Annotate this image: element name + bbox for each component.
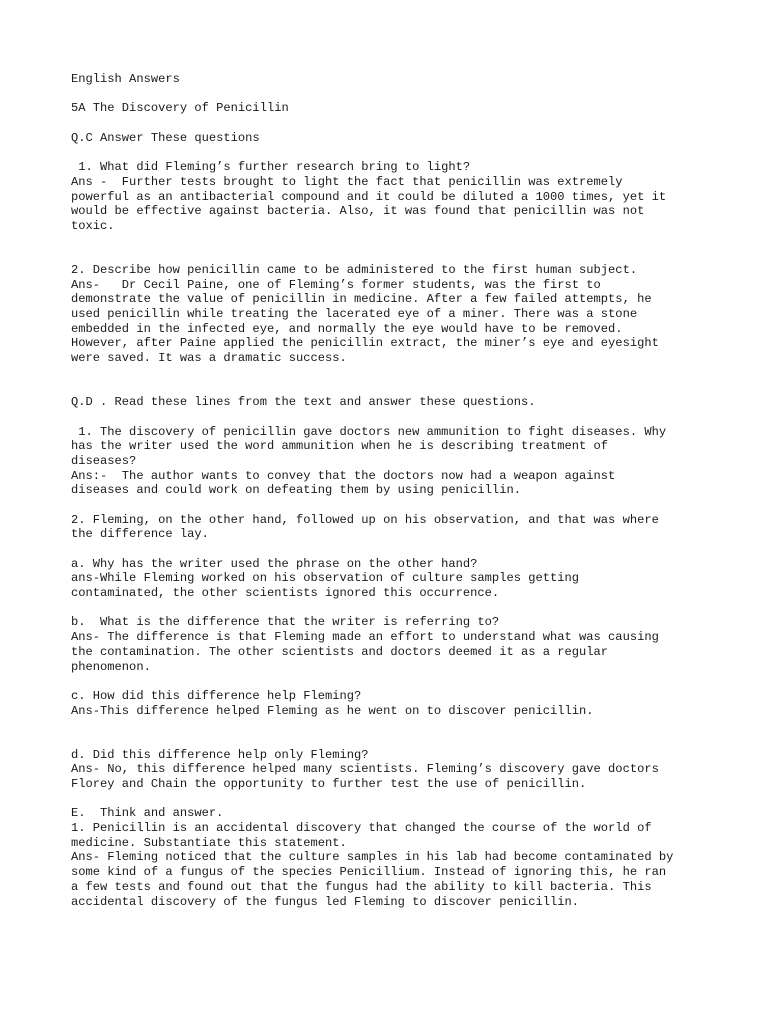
- text-line: Ans:- The author wants to convey that the doctors now had a weapon against: [71, 468, 616, 483]
- text-line: Ans- Dr Cecil Paine, one of Fleming’s former students, was the first to: [71, 277, 601, 292]
- document-body: [71, 72, 711, 909]
- text-line: embedded in the infected eye, and normally the eye would have to be removed.: [71, 321, 623, 336]
- text-line: 1. What did Fleming’s further research bring to light?: [71, 160, 471, 175]
- document-heading: English Answers: [71, 72, 180, 86]
- question-c2: [71, 263, 711, 366]
- text-line: diseases?: [71, 453, 137, 468]
- question-d2a: [71, 557, 711, 601]
- text-line: Ans- The difference is that Fleming made an effort to understand what was causing: [71, 630, 659, 645]
- text-line: c. How did this difference help Fleming?: [71, 688, 362, 703]
- text-line: Florey and Chain the opportunity to further test the use of penicillin.: [71, 777, 587, 791]
- question-c1: [71, 160, 711, 233]
- section-d-title: Q.D . Read these lines from the text and answer these questions.: [71, 395, 536, 410]
- section-e: [71, 806, 711, 909]
- spacer: [71, 733, 711, 748]
- section-c-title: Q.C Answer These questions: [71, 130, 260, 145]
- spacer: [71, 792, 711, 807]
- text-line: 2. Describe how penicillin came to be administered to the first human subject.: [71, 262, 638, 277]
- section-e-title: E. Think and answer.: [71, 806, 224, 821]
- text-line: 1. Penicillin is an accidental discovery that changed the course of the world of: [71, 821, 652, 836]
- question-d2c: [71, 689, 711, 718]
- question-d2d: [71, 748, 711, 792]
- text-line: Ans- No, this difference helped many scientists. Fleming’s discovery gave doctors: [71, 762, 659, 777]
- spacer: [71, 718, 711, 733]
- question-d2: [71, 513, 711, 542]
- text-line: a few tests and found out that the fungus had the ability to kill bacteria. This: [71, 879, 652, 894]
- text-line: were saved. It was a dramatic success.: [71, 351, 347, 366]
- chapter-title: 5A The Discovery of Penicillin: [71, 101, 289, 116]
- text-line: contaminated, the other scientists ignored this occurrence.: [71, 586, 500, 601]
- text-line: the contamination. The other scientists and doctors deemed it as a regular: [71, 644, 609, 659]
- spacer: [71, 248, 711, 263]
- text-line: However, after Paine applied the penicillin extract, the miner’s eye and eyesight: [71, 336, 659, 351]
- text-line: toxic.: [71, 218, 115, 233]
- text-line: 1. The discovery of penicillin gave doctors new ammunition to fight diseases. Why: [71, 424, 667, 439]
- text-line: ans-While Fleming worked on his observation of culture samples getting: [71, 571, 580, 586]
- spacer: [71, 145, 711, 160]
- text-line: used penicillin while treating the lacerated eye of a miner. There was a stone: [71, 307, 638, 321]
- text-line: some kind of a fungus of the species Penicillium. Instead of ignoring this, he ran: [71, 865, 667, 880]
- text-line: has the writer used the word ammunition when he is describing treatment of: [71, 439, 609, 454]
- spacer: [71, 542, 711, 557]
- text-line: powerful as an antibacterial compound and it could be diluted a 1000 times, yet it: [71, 189, 667, 204]
- text-line: demonstrate the value of penicillin in medicine. After a few failed attempts, he: [71, 292, 652, 307]
- text-line: Ans-This difference helped Fleming as he went on to discover penicillin.: [71, 703, 594, 718]
- text-line: the difference lay.: [71, 527, 209, 542]
- spacer: [71, 410, 711, 425]
- text-line: a. Why has the writer used the phrase on the other hand?: [71, 556, 478, 571]
- spacer: [71, 87, 711, 102]
- text-line: b. What is the difference that the writer is referring to?: [71, 615, 500, 630]
- text-line: 2. Fleming, on the other hand, followed up on his observation, and that was where: [71, 512, 659, 527]
- spacer: [71, 674, 711, 689]
- spacer: [71, 116, 711, 131]
- text-line: phenomenon.: [71, 659, 151, 674]
- spacer: [71, 366, 711, 381]
- question-d1: [71, 425, 711, 498]
- question-d2b: [71, 615, 711, 674]
- text-line: diseases and could work on defeating them by using penicillin.: [71, 483, 521, 498]
- spacer: [71, 234, 711, 249]
- text-line: d. Did this difference help only Fleming?: [71, 747, 369, 762]
- text-line: would be effective against bacteria. Also, it was found that penicillin was not: [71, 204, 645, 219]
- text-line: Ans- Fleming noticed that the culture samples in his lab had become contaminated by: [71, 850, 674, 865]
- text-line: accidental discovery of the fungus led Fleming to discover penicillin.: [71, 894, 580, 909]
- text-line: medicine. Substantiate this statement.: [71, 835, 347, 850]
- text-line: Ans - Further tests brought to light the fact that penicillin was extremely: [71, 174, 623, 189]
- spacer: [71, 601, 711, 616]
- spacer: [71, 498, 711, 513]
- spacer: [71, 380, 711, 395]
